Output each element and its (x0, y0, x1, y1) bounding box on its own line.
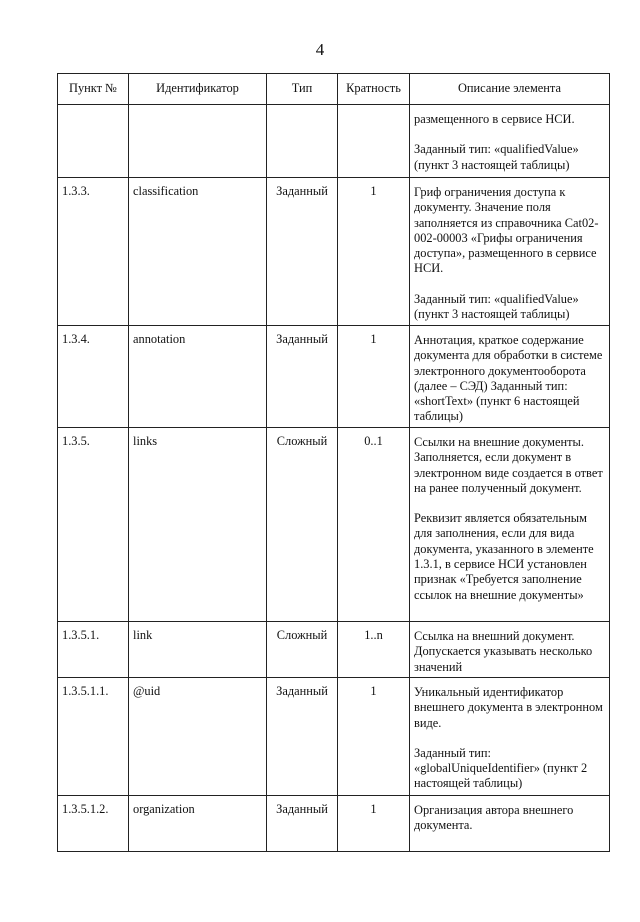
cell-identifier: organization (129, 796, 267, 852)
cell-multiplicity: 1 (338, 678, 410, 796)
cell-identifier: link (129, 622, 267, 678)
table-row (58, 796, 610, 852)
description-paragraph: Гриф ограничения доступа к документу. Значение поля заполняется из справочника Cat02-002-00003 «Грифы ограничения доступа», размещенного в сервисе НСИ. (414, 185, 599, 276)
cell-multiplicity: 1..n (338, 622, 410, 678)
cell-description (410, 796, 610, 852)
cell-type: Заданный (267, 796, 338, 852)
table-header-row (58, 74, 610, 105)
page-number: 4 (315, 40, 325, 59)
cell-type: Сложный (267, 622, 338, 678)
cell-description (410, 326, 610, 428)
cell-item-number: 1.3.5.1.1. (58, 678, 129, 796)
description-paragraph: Аннотация, краткое содержание документа для обработки в системе электронного документооборота (далее – СЭД) Заданный тип: «shortText» (пункт 6 настоящей таблицы) (414, 333, 603, 424)
cell-multiplicity: 0..1 (338, 428, 410, 622)
header-identifier: Идентификатор (129, 74, 267, 105)
header-type: Тип (267, 74, 338, 105)
description-paragraph: Заданный тип: «qualifiedValue» (пункт 3 настоящей таблицы) (414, 291, 579, 322)
cell-identifier: links (129, 428, 267, 622)
cell-multiplicity (338, 105, 410, 178)
cell-item-number: 1.3.3. (58, 178, 129, 326)
cell-type: Заданный (267, 678, 338, 796)
cell-description (410, 622, 610, 678)
table-row (58, 326, 610, 428)
cell-description (410, 678, 610, 796)
cell-description (410, 428, 610, 622)
cell-item-number: 1.3.5.1.2. (58, 796, 129, 852)
cell-type: Сложный (267, 428, 338, 622)
header-item-number: Пункт № (58, 74, 129, 105)
cell-item-number (58, 105, 129, 178)
description-paragraph: Ссылка на внешний документ. Допускается указывать несколько значений (414, 629, 593, 674)
table-row (58, 678, 610, 796)
description-paragraph: Ссылки на внешние документы. Заполняется, если документ в электронном виде создается в ответ на ранее полученный документ. (414, 435, 603, 495)
table-row (58, 178, 610, 326)
description-paragraph: размещенного в сервисе НСИ. (414, 112, 575, 126)
description-paragraph: Заданный тип: «qualifiedValue» (пункт 3 настоящей таблицы) (414, 142, 579, 172)
table-row (58, 622, 610, 678)
cell-multiplicity: 1 (338, 796, 410, 852)
cell-multiplicity: 1 (338, 178, 410, 326)
cell-type (267, 105, 338, 178)
header-description: Описание элемента (410, 74, 610, 105)
cell-identifier: annotation (129, 326, 267, 428)
description-paragraph: Организация автора внешнего документа. (414, 803, 574, 833)
cell-identifier: classification (129, 178, 267, 326)
cell-type: Заданный (267, 326, 338, 428)
description-paragraph: Реквизит является обязательным для заполнения, если для вида документа, указанного в элементе 1.3.1, в сервисе НСИ установлен признак «Требуется заполнение ссылок на внешние документы» (414, 511, 594, 602)
cell-type: Заданный (267, 178, 338, 326)
cell-item-number: 1.3.5.1. (58, 622, 129, 678)
cell-identifier: @uid (129, 678, 267, 796)
element-spec-table (57, 73, 610, 852)
cell-identifier (129, 105, 267, 178)
cell-item-number: 1.3.5. (58, 428, 129, 622)
cell-multiplicity: 1 (338, 326, 410, 428)
cell-description (410, 178, 610, 326)
description-paragraph: Заданный тип: «globalUniqueIdentifier» (пункт 2 настоящей таблицы) (414, 745, 588, 791)
description-paragraph: Уникальный идентификатор внешнего документа в электронном виде. (414, 685, 603, 730)
table-row (58, 428, 610, 622)
cell-item-number: 1.3.4. (58, 326, 129, 428)
table-row (58, 105, 610, 178)
cell-description (410, 105, 610, 178)
header-multiplicity: Кратность (338, 74, 410, 105)
